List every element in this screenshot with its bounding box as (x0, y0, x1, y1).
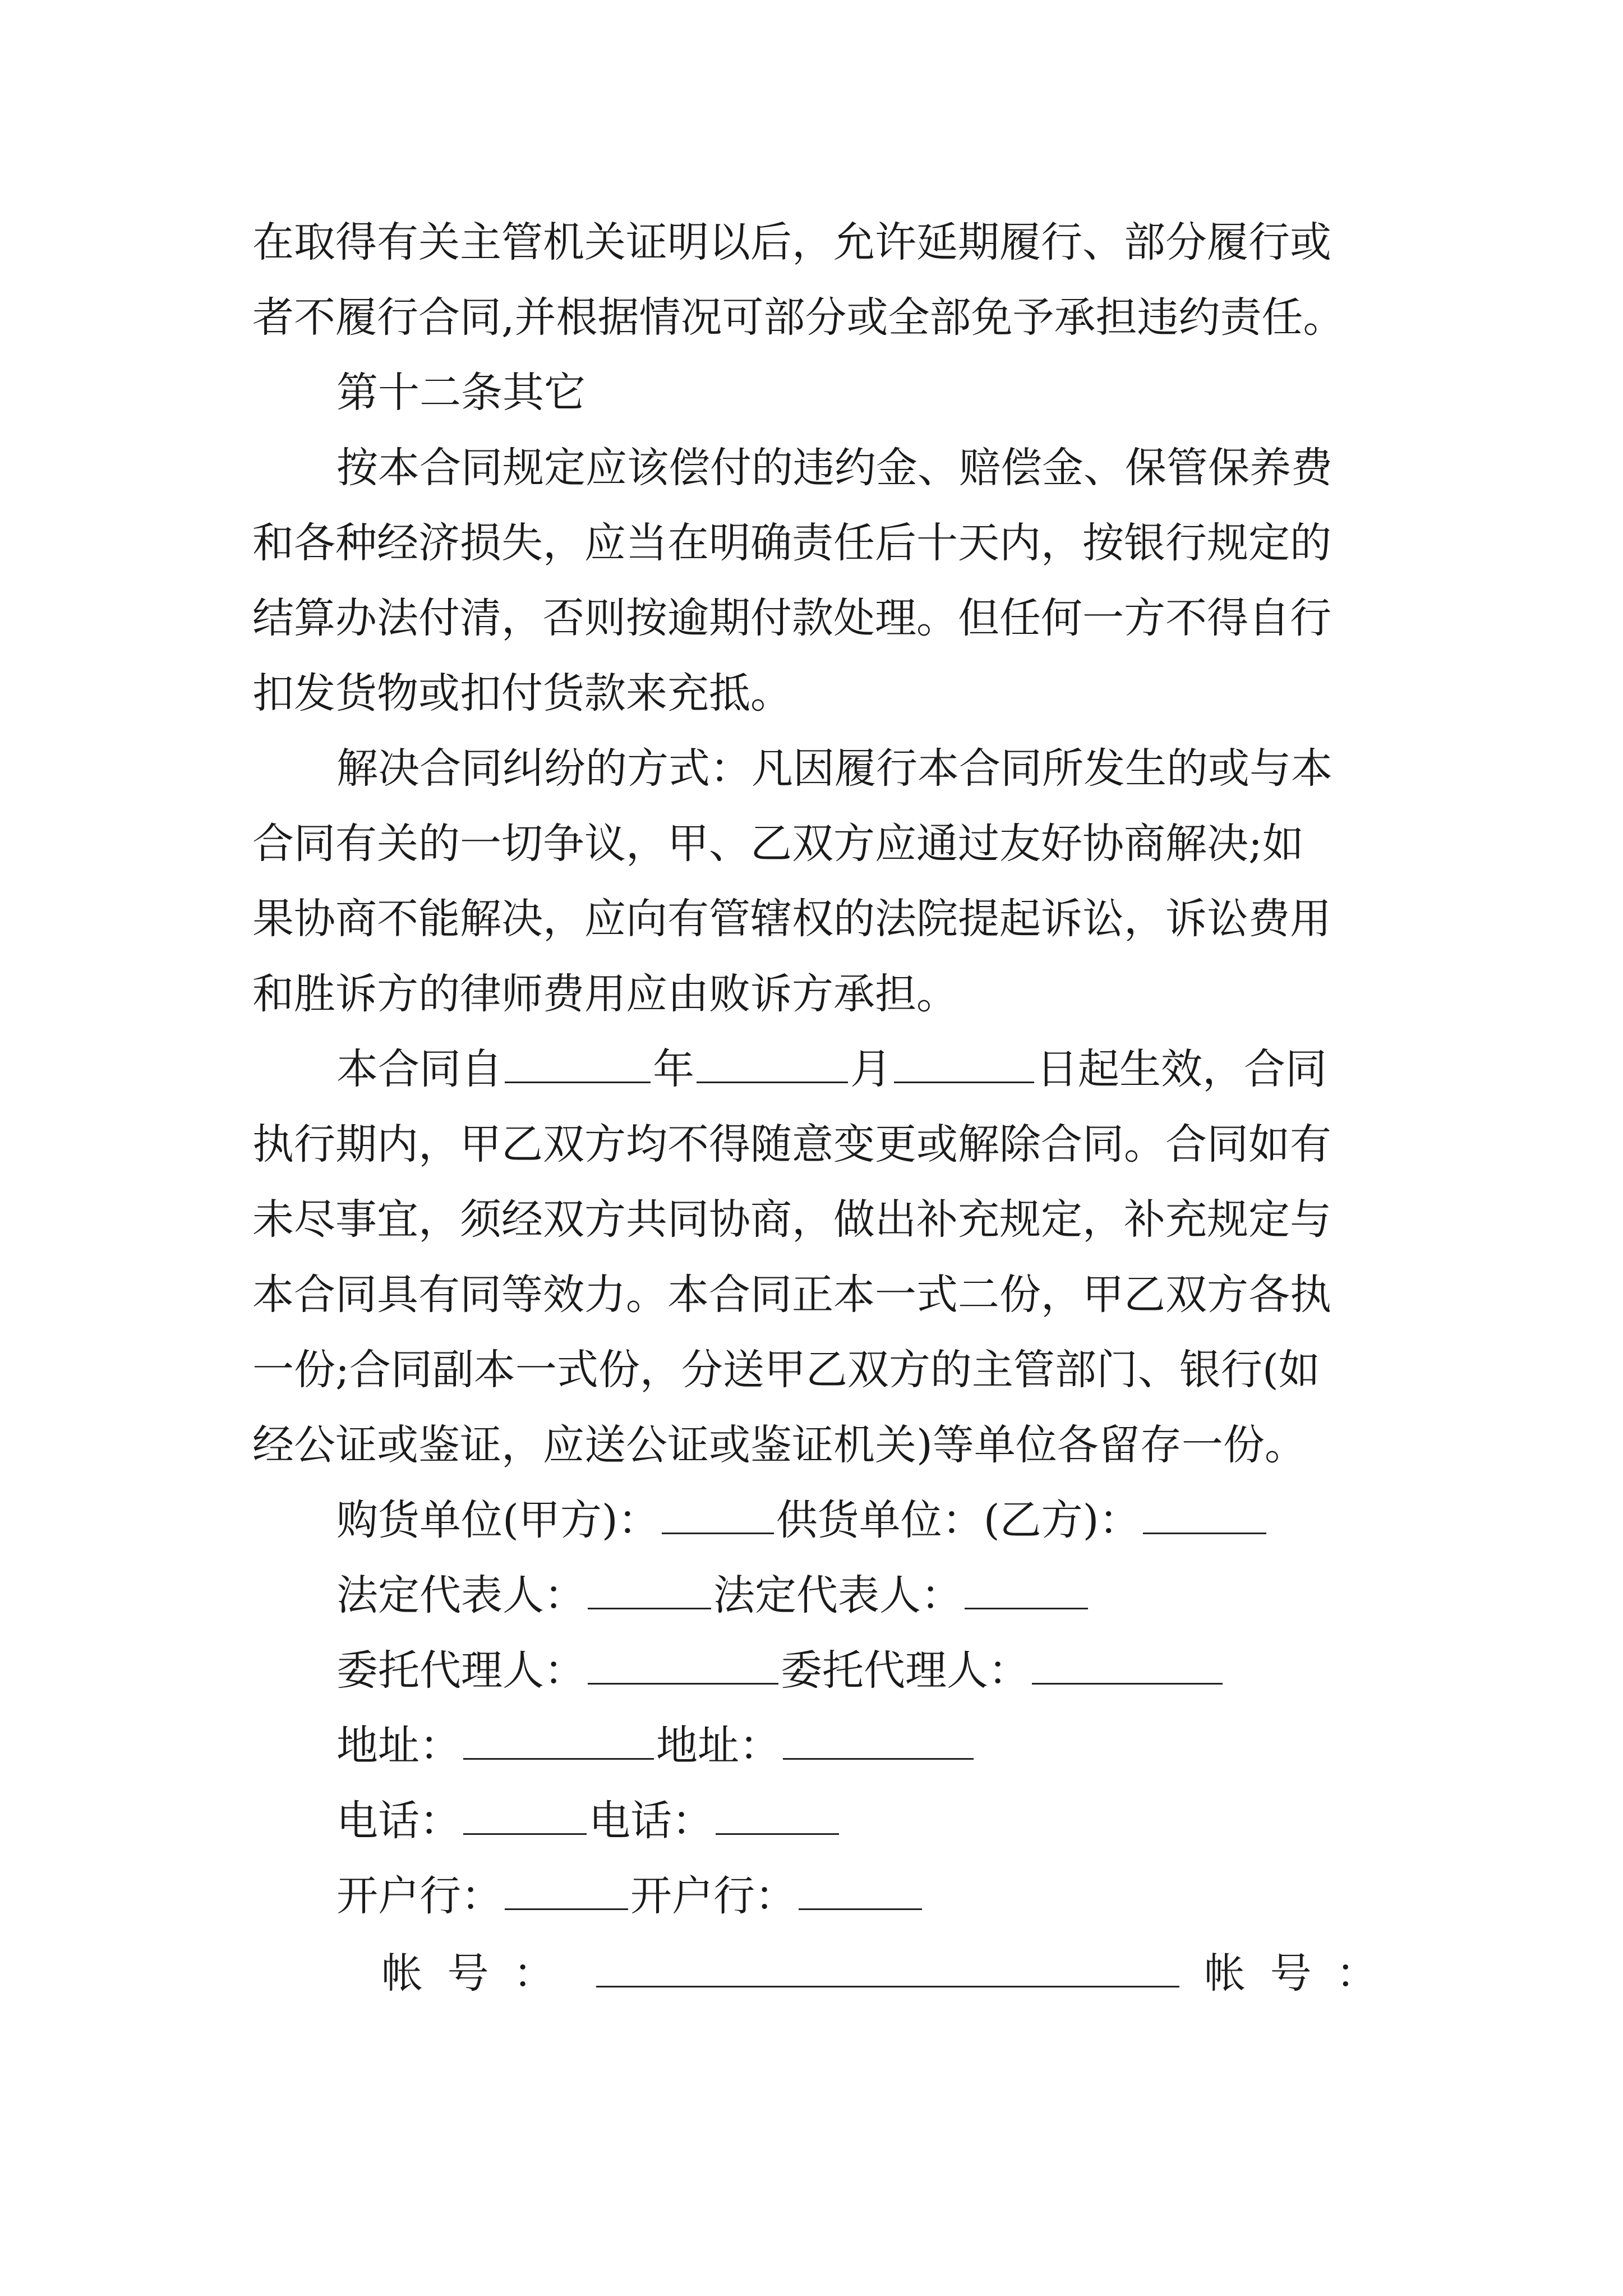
legal-rep-label-b: 法定代表人： (713, 1571, 962, 1619)
paragraph-line: 未尽事宜，须经双方共同协商，做出补充规定，补充规定与 (252, 1195, 1331, 1244)
paragraph-line: 在取得有关主管机关证明以后，允许延期履行、部分履行或 (252, 218, 1331, 266)
address-label-b: 地址： (656, 1722, 781, 1770)
bank-label-b: 开户行： (630, 1872, 796, 1920)
account-label-a: 帐 号 ： (381, 1949, 555, 1998)
account-label-b: 帐 号 ： (1204, 1949, 1378, 1998)
agent-blank-b[interactable] (1032, 1647, 1223, 1685)
paragraph-line: 合同有关的一切争议，甲、乙双方应通过友好协商解决;如 (252, 820, 1304, 868)
bank-blank-b[interactable] (799, 1872, 922, 1910)
paragraph-line: 解决合同纠纷的方式：凡因履行本合同所发生的或与本 (336, 744, 1332, 793)
bank-blank-a[interactable] (505, 1872, 628, 1910)
month-label: 月 (850, 1045, 892, 1093)
paragraph-line: 按本合同规定应该偿付的违约金、赔偿金、保管保养费 (336, 444, 1332, 492)
signature-row-account (381, 1945, 1377, 2001)
agent-label-b: 委托代理人： (781, 1646, 1030, 1695)
address-label-a: 地址： (336, 1722, 461, 1770)
address-blank-a[interactable] (463, 1722, 654, 1760)
effective-date-tail: 日起生效，合同 (1036, 1045, 1327, 1093)
phone-blank-b[interactable] (716, 1797, 839, 1835)
effective-date-text: 本合同自 (336, 1045, 502, 1093)
signature-row-phone (336, 1793, 841, 1849)
buyer-blank[interactable] (662, 1497, 774, 1534)
paragraph-line: 果协商不能解决，应向有管辖权的法院提起诉讼，诉讼费用 (252, 895, 1331, 943)
signature-row-legal-rep (336, 1567, 1090, 1623)
effective-date-line (336, 1041, 1327, 1097)
paragraph-line: 经公证或鉴证，应送公证或鉴证机关)等单位各留存一份。 (252, 1421, 1306, 1469)
paragraph-line: 扣发货物或扣付货款来充抵。 (252, 669, 792, 717)
address-blank-b[interactable] (783, 1722, 974, 1760)
paragraph-line: 者不履行合同,并根据情况可部分或全部免予承担违约责任。 (252, 293, 1345, 342)
year-label: 年 (653, 1045, 694, 1093)
agent-blank-a[interactable] (588, 1647, 778, 1685)
paragraph-line: 和各种经济损失，应当在明确责任后十天内，按银行规定的 (252, 519, 1331, 567)
buyer-label: 购货单位(甲方)： (336, 1496, 660, 1544)
legal-rep-blank-b[interactable] (965, 1572, 1088, 1609)
account-blank-a[interactable] (596, 1950, 1179, 1987)
signature-row-address (336, 1718, 976, 1774)
supplier-blank[interactable] (1143, 1497, 1266, 1534)
legal-rep-blank-a[interactable] (588, 1572, 711, 1609)
paragraph-line: 和胜诉方的律师费用应由败诉方承担。 (252, 970, 958, 1018)
agent-label-a: 委托代理人： (336, 1646, 585, 1695)
legal-rep-label-a: 法定代表人： (336, 1571, 585, 1619)
year-blank[interactable] (505, 1046, 651, 1083)
day-blank[interactable] (894, 1046, 1034, 1083)
signature-row-agent (336, 1642, 1225, 1699)
paragraph-line: 结算办法付清，否则按逾期付款处理。但任何一方不得自行 (252, 594, 1331, 642)
bank-label-a: 开户行： (336, 1872, 502, 1920)
signature-row-units (336, 1492, 1269, 1548)
signature-row-bank (336, 1868, 924, 1924)
phone-label-a: 电话： (336, 1797, 461, 1845)
paragraph-line: 一份;合同副本一式份，分送甲乙双方的主管部门、银行(如 (252, 1346, 1320, 1394)
phone-label-b: 电话： (589, 1797, 713, 1845)
phone-blank-a[interactable] (463, 1797, 587, 1835)
section-heading: 第十二条其它 (336, 369, 585, 417)
month-blank[interactable] (697, 1046, 848, 1083)
paragraph-line: 执行期内，甲乙双方均不得随意变更或解除合同。合同如有 (252, 1120, 1331, 1168)
paragraph-line: 本合同具有同等效力。本合同正本一式二份，甲乙双方各执 (252, 1271, 1331, 1319)
supplier-label: 供货单位：(乙方)： (776, 1496, 1141, 1544)
